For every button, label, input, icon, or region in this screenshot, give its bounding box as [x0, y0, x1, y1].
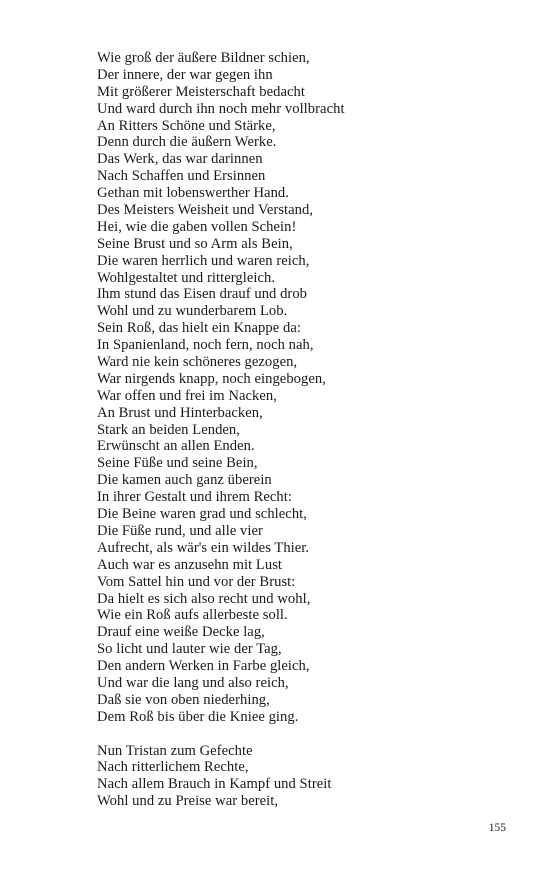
verse-line: So licht und lauter wie der Tag, — [97, 641, 282, 658]
verse-line: Das Werk, das war darinnen — [97, 151, 263, 168]
verse-line: Drauf eine weiße Decke lag, — [97, 624, 265, 641]
verse-line: Der innere, der war gegen ihn — [97, 66, 273, 83]
verse-line: Die Beine waren grad und schlecht, — [97, 506, 307, 523]
verse-line: Wohl und zu Preise war bereit, — [97, 793, 279, 810]
verse-line: Dem Roß bis über die Kniee ging. — [97, 708, 299, 725]
verse-line: Da hielt es sich also recht und wohl, — [97, 590, 311, 607]
verse-line: Ihm stund das Eisen drauf und drob — [97, 286, 308, 303]
verse-line: Aufrecht, als wär's ein wildes Thier. — [97, 539, 310, 556]
verse-line: Hei, wie die gaben vollen Schein! — [97, 218, 297, 235]
verse-line: Des Meisters Weisheit und Verstand, — [97, 202, 314, 219]
verse-line: In Spanienland, noch fern, noch nah, — [97, 337, 314, 354]
verse-line: War offen und frei im Nacken, — [97, 387, 277, 404]
verse-line: Denn durch die äußern Werke. — [97, 134, 277, 151]
verse-line: Nun Tristan zum Gefechte — [97, 742, 253, 759]
poem-text — [97, 50, 537, 810]
verse-line: Wie groß der äußere Bildner schien, — [97, 50, 310, 66]
verse-line: In ihrer Gestalt und ihrem Recht: — [97, 489, 292, 506]
verse-line: Ward nie kein schöneres gezogen, — [97, 354, 298, 371]
stanza — [97, 50, 537, 726]
verse-line: An Ritters Schöne und Stärke, — [97, 117, 276, 134]
verse-line: Die waren herrlich und waren reich, — [97, 252, 310, 269]
verse-line: Gethan mit lobenswerther Hand. — [97, 185, 289, 202]
verse-line: Wohl und zu wunderbarem Lob. — [97, 303, 288, 320]
verse-line: War nirgends knapp, noch eingebogen, — [97, 370, 326, 387]
verse-line: Nach Schaffen und Ersinnen — [97, 168, 266, 185]
verse-line: Die kamen auch ganz überein — [97, 472, 272, 489]
verse-line: Stark an beiden Lenden, — [97, 421, 240, 438]
verse-line: Erwünscht an allen Enden. — [97, 438, 255, 455]
page-number: 155 — [488, 822, 506, 834]
verse-line: Nach allem Brauch in Kampf und Streit — [97, 776, 332, 793]
verse-line: Vom Sattel hin und vor der Brust: — [97, 573, 296, 590]
verse-line: Wohlgestaltet und rittergleich. — [97, 269, 276, 286]
verse-line: Den andern Werken in Farbe gleich, — [97, 658, 310, 675]
verse-line: An Brust und Hinterbacken, — [97, 404, 263, 421]
verse-line: Seine Brust und so Arm als Bein, — [97, 235, 293, 252]
verse-line: Und war die lang und also reich, — [97, 674, 289, 691]
verse-line: Sein Roß, das hielt ein Knappe da: — [97, 320, 301, 337]
stanza — [97, 743, 537, 811]
verse-line: Nach ritterlichem Rechte, — [97, 759, 249, 776]
verse-line: Auch war es anzusehn mit Lust — [97, 556, 283, 573]
verse-line: Und ward durch ihn noch mehr vollbracht — [97, 100, 345, 117]
verse-line: Seine Füße und seine Bein, — [97, 455, 258, 472]
verse-line: Die Füße rund, und alle vier — [97, 522, 263, 539]
verse-line: Wie ein Roß aufs allerbeste soll. — [97, 607, 288, 624]
verse-line: Mit größerer Meisterschaft bedacht — [97, 83, 305, 100]
verse-line: Daß sie von oben niederhing, — [97, 691, 270, 708]
